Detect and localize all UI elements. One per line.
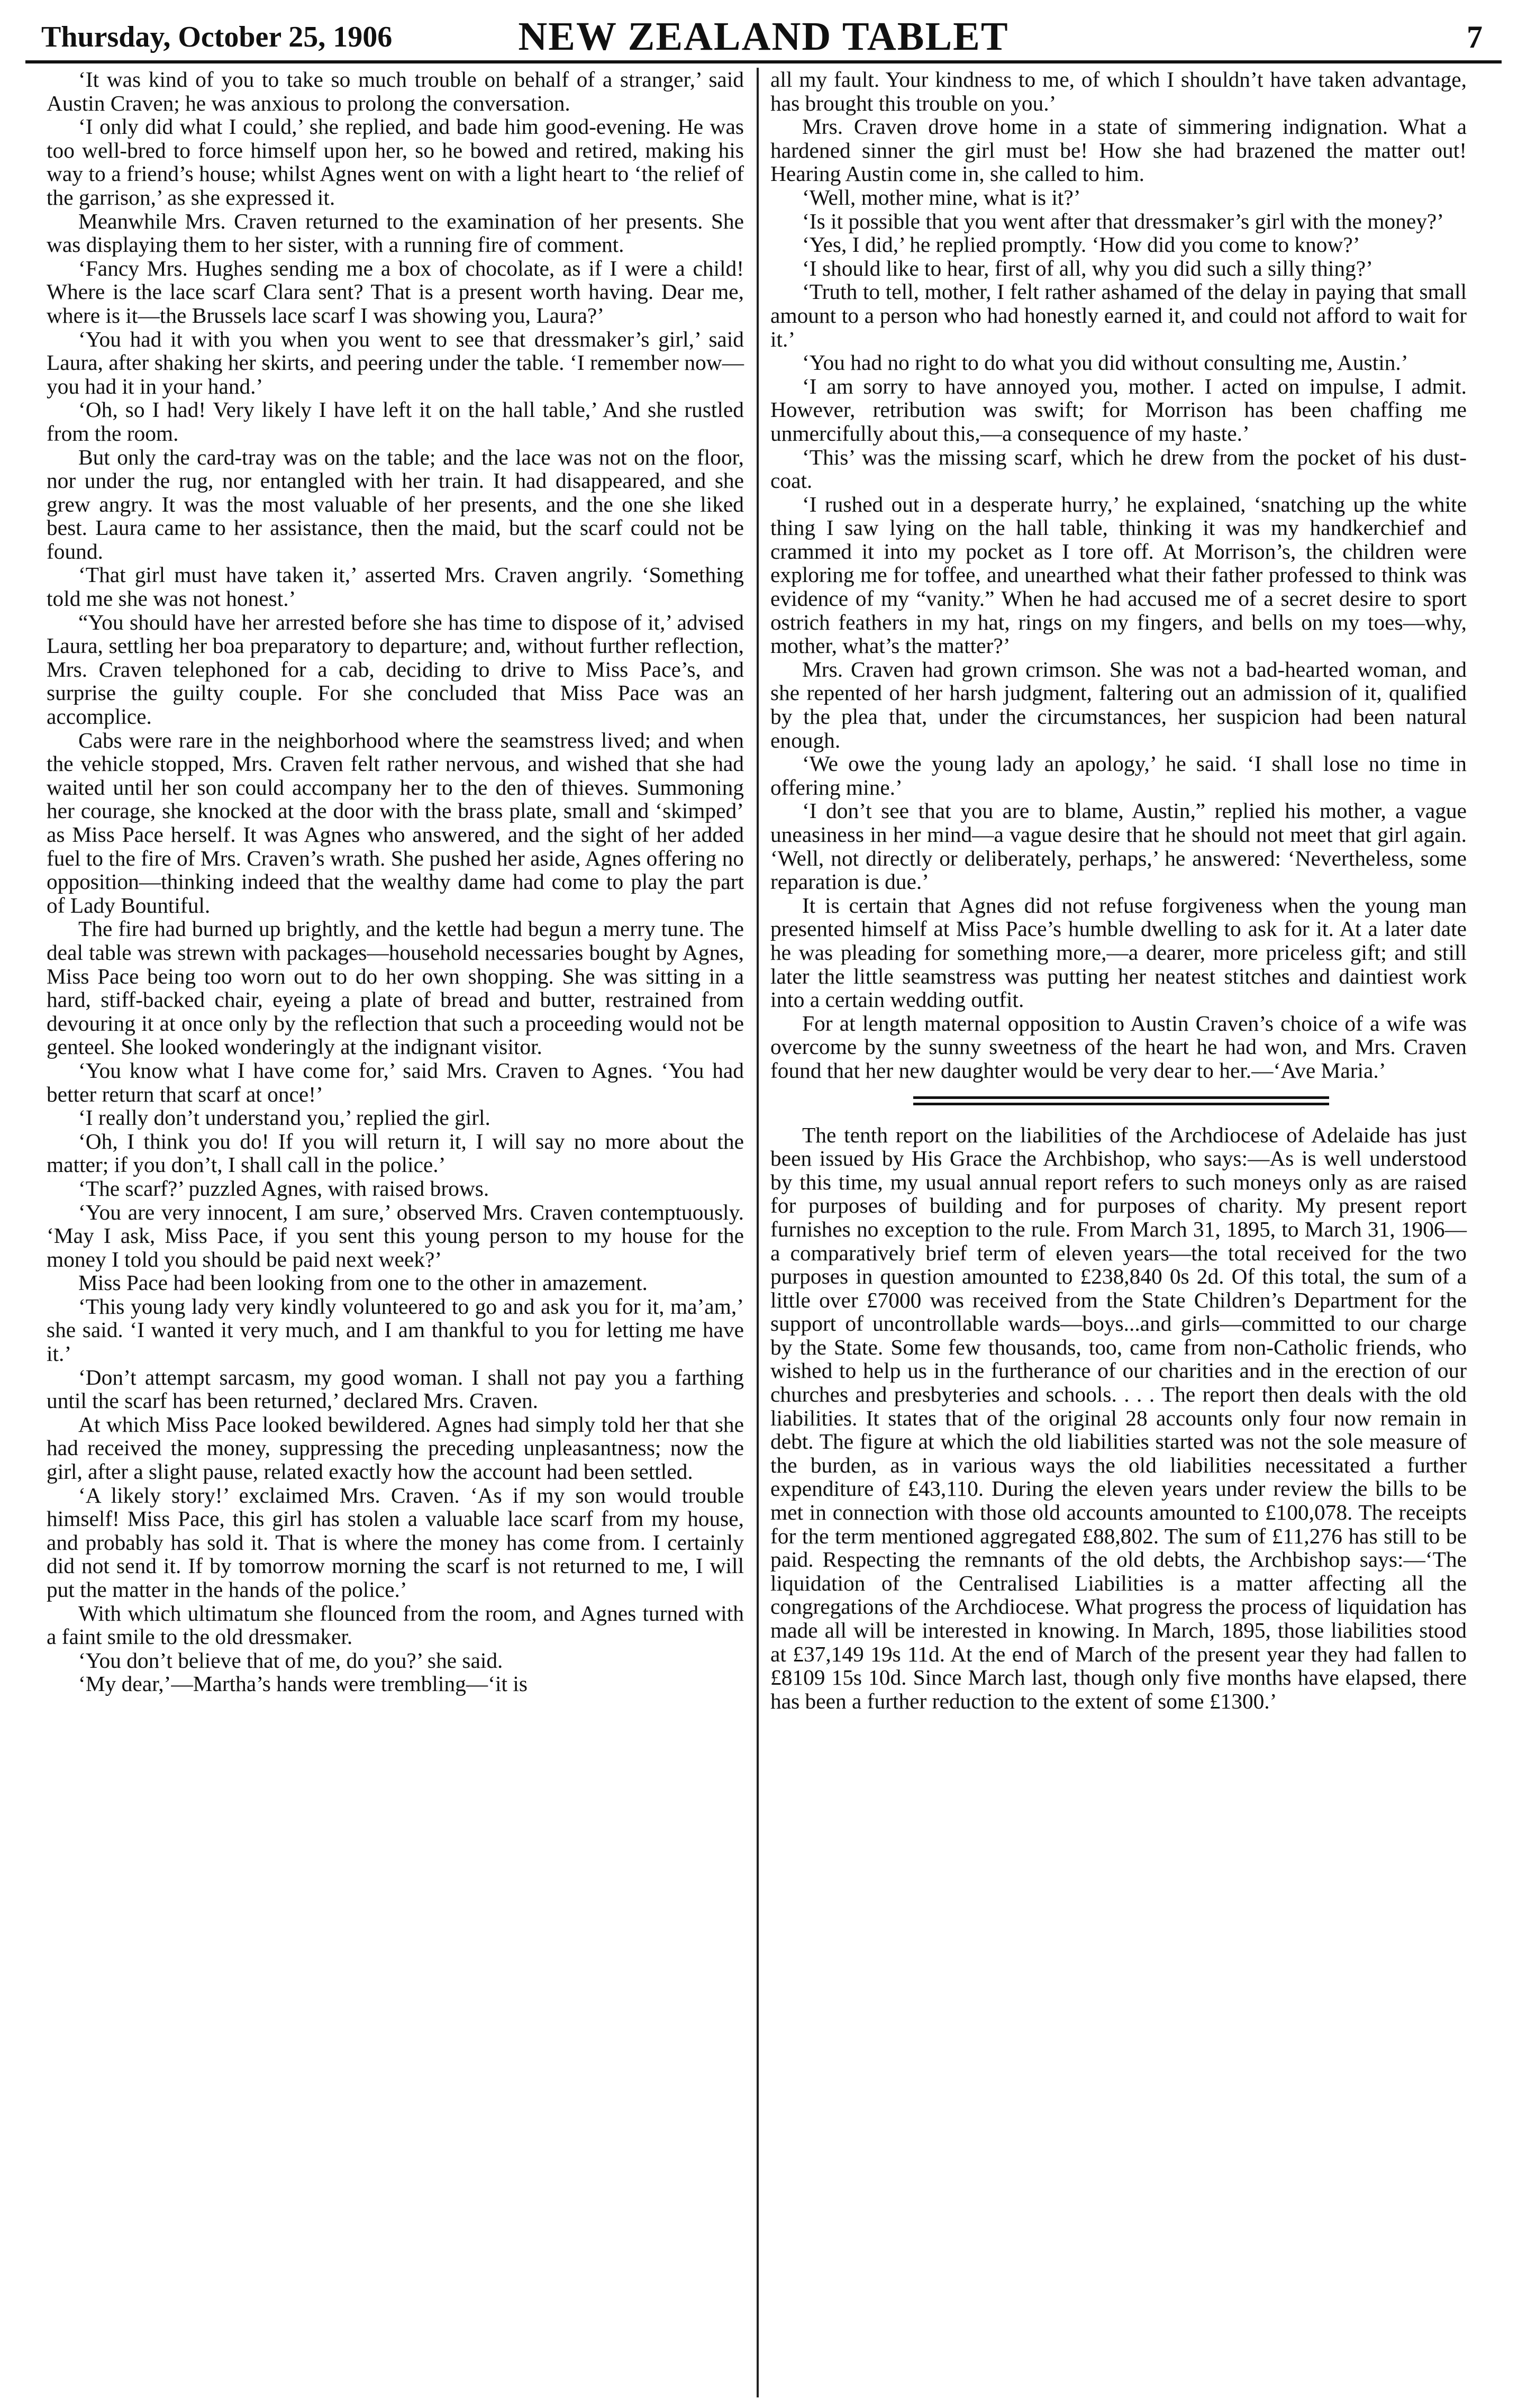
masthead-title: NEW ZEALAND TABLET	[518, 14, 1009, 59]
story-paragraph: ‘You are very innocent, I am sure,’ observed Mrs. Craven contemptuously. ‘May I ask, Miss Pace, if you sent this young person to my house for the money I told you should be paid next week?’	[47, 1200, 744, 1271]
story-paragraph: The fire had burned up brightly, and the kettle had begun a merry tune. The deal table was strewn with packages—household necessaries bought by Agnes, Miss Pace being too worn out to do her own shopping. She was sitting in a hard, stiff-backed chair, eyeing a plate of bread and butter, restrained from devouring it at once only by the reflection that such a proceeding would not be genteel. She looked wonderingly at the indignant visitor.	[47, 916, 744, 1059]
story-paragraph: Mrs. Craven had grown crimson. She was not a bad-hearted woman, and she repented of her harsh judgment, faltering out an admission of it, qualified by the plea that, under the circumstances, her suspicion had been natural enough.	[770, 657, 1467, 752]
story-paragraph: Mrs. Craven drove home in a state of simmering indignation. What a hardened sinner the girl must be! How she had brazened the matter out! Hearing Austin come in, she called to him.	[770, 114, 1467, 186]
column-rule	[757, 68, 759, 2397]
story-paragraph: ‘I should like to hear, first of all, why you did such a silly thing?’	[802, 256, 1373, 280]
right-column	[770, 68, 1467, 2397]
story-paragraph: ‘Don’t attempt sarcasm, my good woman. I shall not pay you a farthing until the scarf has been returned,’ declared Mrs. Craven.	[47, 1365, 744, 1413]
story-paragraph: ‘I rushed out in a desperate hurry,’ he explained, ‘snatching up the white thing I saw lying on the hall table, thinking it was my handkerchief and crammed it into my pocket as I tore off. At Morrison’s, the children were exploring me for toffee, and unearthed what their father professed to think was evidence of my “vanity.” When he had accused me of a secret desire to sport ostrich feathers in my hat, rings on my fingers, and bells on my toes—why, mother, what’s the matter?’	[770, 492, 1467, 658]
issue-date: Thursday, October 25, 1906	[41, 21, 393, 53]
story-paragraph: ‘You know what I have come for,’ said Mrs. Craven to Agnes. ‘You had better return that scarf at once!’	[47, 1058, 744, 1106]
story-paragraph: ‘I really don’t understand you,’ replied the girl.	[78, 1105, 490, 1130]
story-paragraph: ‘Oh, I think you do! If you will return it, I will say no more about the matter; if you don’t, I shall call in the police.’	[47, 1129, 744, 1177]
story-paragraph: ‘This’ was the missing scarf, which he drew from the pocket of his dust-coat.	[770, 444, 1467, 493]
story-paragraph: ‘It was kind of you to take so much trouble on behalf of a stranger,’ said Austin Craven; he was anxious to prolong the conversation.	[47, 67, 744, 115]
story-paragraph: ‘We owe the young lady an apology,’ he said. ‘I shall lose no time in offering mine.’	[770, 751, 1467, 799]
story-paragraph: Cabs were rare in the neighborhood where the seamstress lived; and when the vehicle stopped, Mrs. Craven felt rather nervous, and wished that she had waited until her son could accompany her to the den of thieves. Summoning her courage, she knocked at the door with the brass plate, small and ‘skimped’ as Miss Pace herself. It was Agnes who answered, and the sight of her added fuel to the fire of Mrs. Craven’s wrath. She pushed her aside, Agnes offering no opposition—thinking indeed that the wealthy dame had come to play the part of Lady Bountiful.	[47, 728, 744, 917]
report-paragraph: The tenth report on the liabilities of the Archdiocese of Adelaide has just been issued by His Grace the Archbishop, who says:—As is well understood by this time, my usual annual report refers to such moneys only as are raised for purposes of building and for purposes of charity. My present report furnishes no exception to the rule. From March 31, 1895, to March 31, 1906—a comparatively brief term of eleven years—the total received for the two purposes in question amounted to £238,840 0s 2d. Of this total, the sum of a little over £7000 was received from the State Children’s Department for the support of uncontrollable wards—boys...and girls—committed to our charge by the State. Some few thousands, too, came from non-Catholic friends, who wished to help us in the furtherance of our charities and in the erection of our churches and presbyteries and schools. . . . The report then deals with the old liabilities. It states that of the original 28 accounts only four now remain in debt. The figure at which the old liabilities started was not the sole measure of the burden, as in various ways the old liabilities necessitated a further expenditure of £43,110. During the eleven years under review the bills to be met in connection with those old accounts amounted to £100,078. The receipts for the term mentioned aggregated £88,802. The sum of £11,276 has still to be paid. Respecting the remnants of the old debts, the Archbishop says:—‘The liquidation of the Centralised Liabilities is a matter affecting all the congregations of the Archdiocese. What progress the process of liquidation has made all will be interested in knowing. In March, 1895, those liabilities stood at £37,149 19s 11d. At the end of March of the present year they had fallen to £8109 15s 10d. Since March last, though only five months have elapsed, there has been a further reduction to the extent of some £1300.’	[770, 1122, 1467, 1713]
story-paragraph: ‘Truth to tell, mother, I felt rather ashamed of the delay in paying that small amount to a person who had honestly earned it, and could not afford to wait for it.’	[770, 279, 1467, 351]
story-paragraph: ‘That girl must have taken it,’ asserted Mrs. Craven angrily. ‘Something told me she was not honest.’	[47, 562, 744, 611]
story-paragraph: ‘My dear,’—Martha’s hands were trembling—‘it is	[78, 1671, 528, 1696]
story-paragraph: “You should have her arrested before she has time to dispose of it,’ advised Laura, settling her boa preparatory to departure; and, without further reflection, Mrs. Craven telephoned for a cab, deciding to drive to Miss Pace’s, and surprise the guilty couple. For she concluded that Miss Pace was an accomplice.	[47, 610, 744, 729]
article-separator	[913, 1096, 1329, 1105]
story-paragraph: Meanwhile Mrs. Craven returned to the examination of her presents. She was displaying them to her sister, with a running fire of comment.	[47, 208, 744, 257]
story-paragraph: ‘The scarf?’ puzzled Agnes, with raised brows.	[78, 1176, 489, 1201]
story-paragraph: But only the card-tray was on the table; and the lace was not on the floor, nor under the rug, nor entangled with her train. It had disappeared, and she grew angry. It was the most valuable of her presents, and the one she liked best. Laura came to her assistance, then the maid, but the scarf could not be found.	[47, 444, 744, 564]
story-paragraph: ‘This young lady very kindly volunteered to go and ask you for it, ma’am,’ she said. ‘I wanted it very much, and I am thankful to you for letting me have it.’	[47, 1294, 744, 1366]
story-paragraph: ‘Is it possible that you went after that dressmaker’s girl with the money?’	[802, 208, 1444, 233]
story-paragraph: ‘You had it with you when you went to see that dressmaker’s girl,’ said Laura, after shaking her skirts, and peering under the table. ‘I remember now—you had it in your hand.’	[47, 326, 744, 398]
story-paragraph: ‘You had no right to do what you did without consulting me, Austin.’	[802, 350, 1408, 375]
story-paragraph: ‘Fancy Mrs. Hughes sending me a box of chocolate, as if I were a child! Where is the lace scarf Clara sent? That is a present worth having. Dear me, where is it—the Brussels lace scarf I was showing you, Laura?’	[47, 256, 744, 328]
story-paragraph: Miss Pace had been looking from one to the other in amazement.	[78, 1270, 648, 1295]
story-paragraph: all my fault. Your kindness to me, of which I shouldn’t have taken advantage, has brought this trouble on you.’	[770, 67, 1467, 115]
columns	[25, 68, 1502, 2397]
story-paragraph: ‘A likely story!’ exclaimed Mrs. Craven. ‘As if my son would trouble himself! Miss Pace, this girl has stolen a valuable lace scarf from my house, and probably has sold it. That is where the money has come from. I certainly did not send it. If by tomorrow morning the scarf is not returned to me, I will put the matter in the hands of the police.’	[47, 1483, 744, 1602]
story-paragraph: ‘I only did what I could,’ she replied, and bade him good-evening. He was too well-bred to force himself upon her, so he bowed and retired, making his way to a friend’s house; whilst Agnes went on with a light heart to ‘the relief of the garrison,’ as she expressed it.	[47, 114, 744, 210]
story-paragraph: ‘Oh, so I had! Very likely I have left it on the hall table,’ And she rustled from the room.	[47, 397, 744, 446]
story-paragraph: It is certain that Agnes did not refuse forgiveness when the young man presented himself at Miss Pace’s humble dwelling to ask for it. At a later date he was pleading for something more,—a dearer, more priceless gift; and still later the little seamstress was putting her neatest stitches and daintiest work into a certain wedding outfit.	[770, 893, 1467, 1012]
story-paragraph: ‘Well, mother mine, what is it?’	[802, 185, 1081, 210]
story-paragraph: ‘Yes, I did,’ he replied promptly. ‘How did you come to know?’	[802, 232, 1360, 257]
page-number: 7	[1467, 20, 1483, 54]
story-paragraph: ‘You don’t believe that of me, do you?’ she said.	[78, 1648, 503, 1673]
story-paragraph: ‘I don’t see that you are to blame, Austin,” replied his mother, a vague uneasiness in her mind—a vague desire that he should not meet that girl again. ‘Well, not directly or deliberately, perhaps,’ he answered: ‘Nevertheless, some reparation is due.’	[770, 798, 1467, 894]
page-header	[25, 10, 1502, 63]
story-paragraph: For at length maternal opposition to Austin Craven’s choice of a wife was overcome by the sunny sweetness of the heart he had won, and Mrs. Craven found that her new daughter would be very dear to her.—‘Ave Maria.’	[770, 1011, 1467, 1083]
story-paragraph: At which Miss Pace looked bewildered. Agnes had simply told her that she had received the money, suppressing the preceding unpleasantness; now the girl, after a slight pause, related exactly how the account had been settled.	[47, 1412, 744, 1484]
left-column	[47, 68, 744, 2397]
story-continuation	[770, 68, 1467, 1083]
story-paragraph: With which ultimatum she flounced from the room, and Agnes turned with a faint smile to the old dressmaker.	[47, 1601, 744, 1649]
story-paragraph: ‘I am sorry to have annoyed you, mother. I acted on impulse, I admit. However, retribution was swift; for Morrison has been chaffing me unmercifully about this,—a consequence of my haste.’	[770, 374, 1467, 446]
